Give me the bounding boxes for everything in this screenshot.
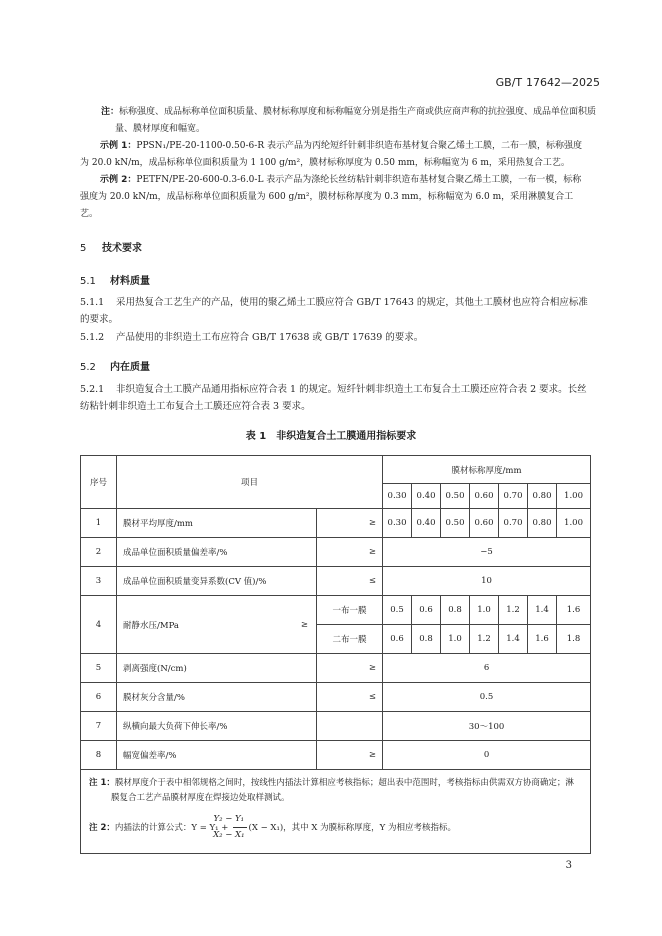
- row-value: 0.5: [383, 596, 412, 625]
- table-row: [81, 654, 591, 683]
- row-value: 0.6: [412, 596, 441, 625]
- table-row: [81, 741, 591, 770]
- table-row: [81, 538, 591, 567]
- header-thickness: 膜材标称厚度/mm: [383, 456, 591, 484]
- row-value: 1.0: [470, 596, 499, 625]
- row-value: 0.50: [441, 509, 470, 538]
- section-5-heading: [80, 239, 142, 254]
- clause-5-1-1: [80, 294, 590, 328]
- row-sub-label: 二布一膜: [317, 625, 383, 654]
- row-no: 1: [81, 509, 117, 538]
- example-2-text: PETFN/PE-20-600-0.3-6.0-L 表示产品为涤纶长丝纺粘针刺非织造布基材复合聚乙烯土工膜，一布一模，标称强度为 20.0 kN/m，成品标称单位面积质量为 600 g/m²，膜材标称厚度为 0.3 mm，标称幅宽为 6.0 m，采用淋膜复合工艺。: [80, 175, 582, 219]
- row-relation: ≤: [317, 567, 383, 596]
- clause-number: 5.1.2: [80, 332, 105, 343]
- row-item: 耐静水压/MPa: [123, 620, 179, 631]
- row-value: 1.6: [528, 625, 557, 654]
- table-row: [81, 509, 591, 538]
- row-item: 成品单位面积质量偏差率/%: [117, 538, 317, 567]
- row-item: 纵横向最大负荷下伸长率/%: [117, 712, 317, 741]
- section-number: 5.2: [80, 362, 96, 373]
- row-value: 0.80: [528, 509, 557, 538]
- table-note-2: [89, 812, 582, 843]
- row-value: 1.4: [499, 625, 528, 654]
- row-no: 7: [81, 712, 117, 741]
- formula-fraction: [213, 812, 246, 843]
- row-no: 4: [81, 596, 117, 654]
- row-no: 6: [81, 683, 117, 712]
- formula-numerator: Y₂ − Y₁: [233, 812, 246, 828]
- clause-text: 产品使用的非织造土工布应符合 GB/T 17638 或 GB/T 17639 的要求。: [116, 332, 424, 343]
- table-row: [81, 683, 591, 712]
- table-note-1-label: 注 1：: [89, 778, 115, 788]
- formula-prefix: 内插法的计算公式：Y = Y₁ +: [114, 823, 229, 833]
- section-title: 材料质量: [110, 276, 150, 287]
- row-no: 2: [81, 538, 117, 567]
- table-notes: [81, 770, 591, 854]
- formula-suffix: (X − X₁)，其中 X 为膜标称厚度，Y 为相应考核指标。: [248, 823, 456, 833]
- section-title: 技术要求: [102, 243, 142, 254]
- clause-text: 采用热复合工艺生产的产品，使用的聚乙烯土工膜应符合 GB/T 17643 的规定，其他土工膜材也应符合相应标准的要求。: [80, 297, 588, 325]
- row-value: 1.6: [557, 596, 591, 625]
- clause-text: 非织造复合土工膜产品通用指标应符合表 1 的规定。短纤针刺非织造土工布复合土工膜还应符合表 2 要求。长丝纺粘针刺非织造土工布复合土工膜还应符合表 3 要求。: [80, 384, 587, 412]
- table-row: [81, 712, 591, 741]
- row-relation: [317, 712, 383, 741]
- note-paragraph: [101, 104, 605, 138]
- row-relation: ≥: [317, 509, 383, 538]
- thickness-header: 0.60: [470, 484, 499, 509]
- row-value: 0.6: [383, 625, 412, 654]
- table-title: 表 1 非织造复合土工膜通用指标要求: [245, 431, 417, 442]
- row-merged-value: 6: [383, 654, 591, 683]
- row-value: 1.4: [528, 596, 557, 625]
- clause-number: 5.1.1: [80, 297, 105, 308]
- row-item: 剥离强度(N/cm): [117, 654, 317, 683]
- row-no: 5: [81, 654, 117, 683]
- row-relation: ≥: [317, 741, 383, 770]
- standard-number: 17642—2025: [526, 76, 600, 89]
- standard-prefix: GB/T: [495, 76, 523, 89]
- row-value: 0.70: [499, 509, 528, 538]
- table-note-1: [89, 776, 582, 806]
- section-number: 5: [80, 243, 87, 254]
- row-merged-value: 30～100: [383, 712, 591, 741]
- row-item: 膜材平均厚度/mm: [117, 509, 317, 538]
- row-value: 0.8: [441, 596, 470, 625]
- example-1-text: PPSN₁/PE-20-1100-0.50-6-R 表示产品为丙纶短纤针刺非织造布基材复合聚乙烯土工膜，二布一膜，标称强度为 20.0 kN/m，成品标称单位面积质量为 1 100 g/m²，膜材标称厚度为 0.50 mm，标称幅宽为 6 m，采用热复合工艺。: [80, 141, 582, 168]
- section-5-2-heading: [80, 358, 150, 373]
- formula-denominator: X₂ − X₁: [213, 830, 245, 840]
- row-item: 成品单位面积质量变异系数(CV 值)/%: [117, 567, 317, 596]
- row-merged-value: 0.5: [383, 683, 591, 712]
- example-1-label: 示例 1：: [100, 141, 137, 151]
- table-row: [81, 596, 591, 625]
- thickness-header: 0.50: [441, 484, 470, 509]
- row-value: 1.2: [470, 625, 499, 654]
- row-value: 1.8: [557, 625, 591, 654]
- thickness-header: 1.00: [557, 484, 591, 509]
- standard-code: [496, 76, 600, 89]
- table-row: [81, 567, 591, 596]
- row-no: 3: [81, 567, 117, 596]
- row-item: 膜材灰分含量/%: [117, 683, 317, 712]
- section-title: 内在质量: [110, 362, 150, 373]
- example-1: [80, 138, 590, 172]
- clause-5-1-2: [80, 329, 590, 346]
- note-text: 标称强度、成品标称单位面积质量、膜材标称厚度和标称幅宽分别是指生产商或供应商声称的抗拉强度、成品单位面积质量、膜材厚度和幅宽。: [115, 107, 597, 134]
- row-item: 幅宽偏差率/%: [117, 741, 317, 770]
- thickness-header: 0.30: [383, 484, 412, 509]
- thickness-header: 0.80: [528, 484, 557, 509]
- header-item: 项目: [117, 456, 383, 509]
- row-value: 1.2: [499, 596, 528, 625]
- thickness-header: 0.70: [499, 484, 528, 509]
- row-no: 8: [81, 741, 117, 770]
- row-relation: ≥: [317, 538, 383, 567]
- row-value: 1.00: [557, 509, 591, 538]
- row-relation: ≥: [317, 654, 383, 683]
- clause-5-2-1: [80, 381, 590, 415]
- page-number: 3: [565, 860, 572, 871]
- row-relation: ≥: [300, 619, 308, 630]
- row-value: 0.30: [383, 509, 412, 538]
- spec-table: [80, 455, 591, 854]
- row-merged-value: 10: [383, 567, 591, 596]
- example-2: [80, 172, 590, 223]
- row-value: 0.60: [470, 509, 499, 538]
- row-value: 1.0: [441, 625, 470, 654]
- note-label: 注：: [101, 107, 120, 117]
- row-merged-value: 0: [383, 741, 591, 770]
- header-no: 序号: [81, 456, 117, 509]
- row-value: 0.8: [412, 625, 441, 654]
- row-item-cell: [117, 596, 317, 654]
- row-relation: ≤: [317, 683, 383, 712]
- section-5-1-heading: [80, 272, 150, 287]
- row-sub-label: 一布一膜: [317, 596, 383, 625]
- example-2-label: 示例 2：: [100, 175, 137, 185]
- row-merged-value: −5: [383, 538, 591, 567]
- table-note-2-label: 注 2：: [89, 823, 115, 833]
- section-number: 5.1: [80, 276, 96, 287]
- table-note-1-text: 膜材厚度介于表中相邻规格之间时，按线性内插法计算相应考核指标；超出表中范围时，考核指标由供需双方协商确定；淋膜复合工艺产品膜材厚度在焊接边处取样测试。: [111, 778, 574, 803]
- thickness-header: 0.40: [412, 484, 441, 509]
- row-value: 0.40: [412, 509, 441, 538]
- clause-number: 5.2.1: [80, 384, 105, 395]
